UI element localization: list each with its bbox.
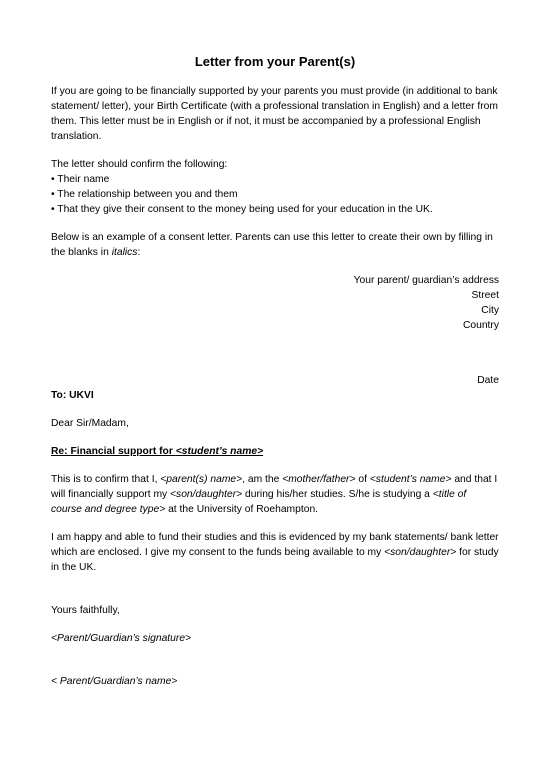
italics-word: italics [111, 247, 138, 258]
body-text: for study in the UK. [51, 547, 499, 573]
placeholder-parent-name: <parent(s) name> [160, 474, 243, 485]
placeholder-student-name: <student’s name> [369, 474, 452, 485]
body-text: I am happy and able to fund their studies and this is evidenced by my bank statements/ bank letter which are enclosed. I give my consent to the funds being available to my [51, 532, 499, 558]
body-text: at the University of Roehampton. [165, 504, 319, 515]
requirements-list [51, 172, 499, 217]
subject-text: Re: Financial support for [51, 446, 176, 457]
placeholder-course-title: <title of course and degree type> [51, 489, 467, 515]
address-line-country: Country [462, 320, 499, 331]
recipient-line: To: UKVI [51, 390, 94, 401]
list-item: • The relationship between you and them [51, 187, 499, 202]
address-line-street: Street [471, 290, 499, 301]
confirmation-paragraph [51, 472, 499, 517]
signature-text: <Parent/Guardian’s signature> [51, 633, 192, 644]
example-colon: : [137, 247, 141, 258]
placeholder-son-daughter: <son/daughter> [384, 547, 457, 558]
intro-paragraph: If you are going to be financially supported by your parents you must provide (in additional to bank statement/ letter), your Birth Certificate (with a professional translation in English) and a letter from them. This letter must be in English or if not, it must be accompanied by a professional English translation. [51, 86, 498, 142]
placeholder-son-daughter: <son/daughter> [170, 489, 243, 500]
example-paragraph [51, 230, 499, 260]
body-text: of [355, 474, 370, 485]
address-line-1: Your parent/ guardian’s address [353, 275, 499, 286]
list-item: • That they give their consent to the money being used for your education in the UK. [51, 202, 499, 217]
page-title: Letter from your Parent(s) [194, 54, 356, 69]
salutation: Dear Sir/Madam, [51, 418, 129, 429]
signature-placeholder [51, 631, 499, 646]
subject-line [51, 444, 499, 459]
address-line-city: City [481, 305, 499, 316]
subject-student-name: <student’s name> [175, 446, 264, 457]
requirements-heading: The letter should confirm the following: [51, 159, 228, 170]
name-text: < Parent/Guardian’s name> [51, 676, 178, 687]
name-placeholder [51, 674, 499, 689]
body-text: This is to confirm that I, [51, 474, 161, 485]
list-item: • Their name [51, 172, 499, 187]
sender-address [51, 273, 499, 333]
letter-content [51, 53, 499, 689]
body-text: and that I will financially support my [51, 474, 498, 500]
date-label: Date [477, 375, 499, 386]
example-text: Below is an example of a consent letter. Parents can use this letter to create their own by filling in the blanks in [51, 232, 493, 258]
funding-paragraph [51, 530, 499, 575]
body-text: during his/her studies. S/he is studying a [242, 489, 433, 500]
body-text: , am the [242, 474, 283, 485]
closing: Yours faithfully, [51, 605, 120, 616]
placeholder-mother-father: <mother/father> [282, 474, 356, 485]
